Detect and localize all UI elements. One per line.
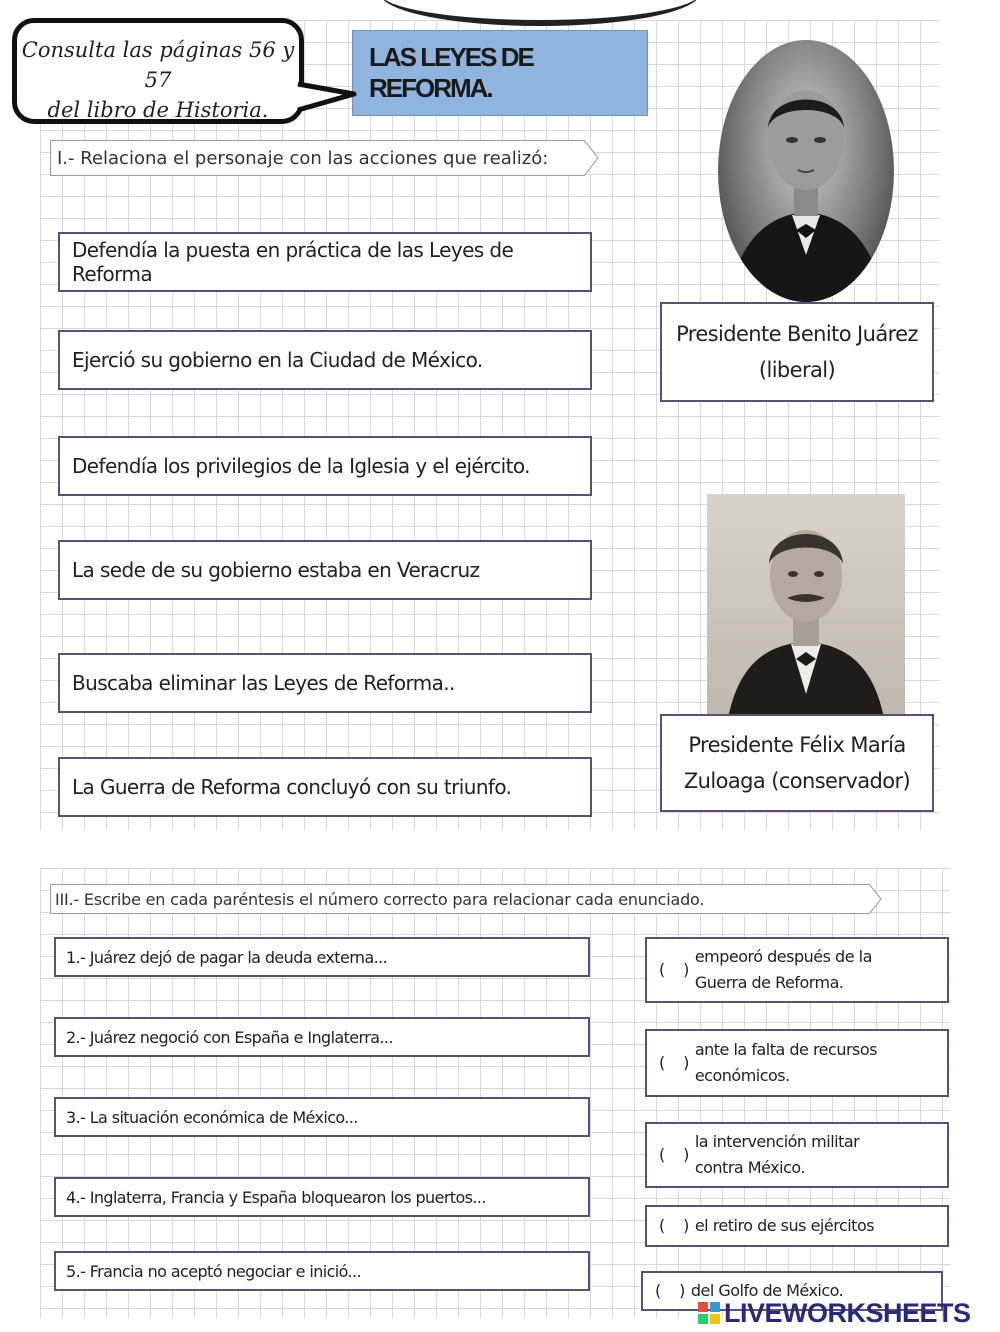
brand-logo: [698, 1296, 971, 1330]
person-juarez-line-1: Presidente Benito Juárez: [676, 322, 918, 346]
answer-box-3[interactable]: [645, 1122, 949, 1188]
answer-text-3-line-1: la intervención militar: [694, 1132, 860, 1151]
action-box-4[interactable]: [58, 540, 592, 600]
person-zuloaga-line-2: Zuloaga (conservador): [683, 769, 911, 793]
statement-text-5: 5.- Francia no aceptó negociar e inició...: [66, 1261, 361, 1281]
speech-bubble-tail: [296, 78, 358, 114]
answer-paren-1[interactable]: ( ): [659, 960, 689, 979]
action-text-1: Defendía la puesta en práctica de las Leyes de Reforma: [72, 238, 514, 286]
statement-box-5[interactable]: [54, 1251, 590, 1291]
brand-icon: [698, 1302, 720, 1324]
statement-text-3: 3.- La situación económica de México...: [66, 1107, 358, 1127]
answer-text-1-line-1: empeoró después de la: [694, 947, 872, 966]
answer-paren-3[interactable]: ( ): [659, 1145, 689, 1164]
answer-text-1-line-2: Guerra de Reforma.: [694, 973, 844, 992]
section1-instruction-bar: [50, 140, 585, 176]
answer-text-5: del Golfo de México.: [690, 1281, 844, 1300]
person-card-zuloaga[interactable]: [660, 714, 934, 812]
answer-box-4[interactable]: [645, 1205, 949, 1247]
brand-name: LIVEWORKSHEETS: [724, 1297, 971, 1328]
action-text-5: Buscaba eliminar las Leyes de Reforma..: [72, 671, 455, 695]
answer-text-2-line-1: ante la falta de recursos: [694, 1040, 877, 1059]
title-banner: [352, 30, 648, 116]
answer-paren-5[interactable]: ( ): [655, 1281, 685, 1300]
note-line-2: del libro de Historia.: [47, 98, 269, 122]
section1-instruction: I.- Relaciona el personaje con las acciones que realizó:: [57, 147, 549, 169]
section3-instruction: III.- Escribe en cada paréntesis el número correcto para relacionar cada enunciado.: [55, 889, 705, 909]
portrait-felix-zuloaga: [707, 494, 905, 724]
answer-box-2[interactable]: [645, 1029, 949, 1097]
action-text-4: La sede de su gobierno estaba en Veracruz: [72, 558, 480, 582]
action-box-2[interactable]: [58, 330, 592, 390]
answer-box-1[interactable]: [645, 937, 949, 1003]
action-text-6: La Guerra de Reforma concluyó con su triunfo.: [72, 775, 512, 799]
statement-text-1: 1.- Juárez dejó de pagar la deuda externa...: [66, 947, 388, 967]
person-card-juarez[interactable]: [660, 302, 934, 402]
action-text-2: Ejerció su gobierno en la Ciudad de México.: [72, 348, 483, 372]
action-box-3[interactable]: [58, 436, 592, 496]
answer-text-3-line-2: contra México.: [694, 1158, 805, 1177]
statement-box-1[interactable]: [54, 937, 590, 977]
note-line-1: Consulta las páginas 56 y 57: [21, 38, 295, 92]
statement-box-4[interactable]: [54, 1177, 590, 1217]
section1-arrow-tip: [584, 140, 600, 176]
statement-box-2[interactable]: [54, 1017, 590, 1057]
statement-text-4: 4.- Inglaterra, Francia y España bloquearon los puertos...: [66, 1187, 486, 1207]
answer-paren-2[interactable]: ( ): [659, 1053, 689, 1072]
section3-arrow-tip: [869, 884, 883, 914]
portrait-benito-juarez: [718, 40, 894, 302]
answer-text-4: el retiro de sus ejércitos: [694, 1216, 875, 1235]
statement-text-2: 2.- Juárez negoció con España e Inglaterra...: [66, 1027, 393, 1047]
action-box-1[interactable]: [58, 232, 592, 292]
answer-paren-4[interactable]: ( ): [659, 1216, 689, 1235]
answer-text-2-line-2: económicos.: [694, 1066, 790, 1085]
page-title: LAS LEYES DE REFORMA.: [369, 42, 533, 103]
person-juarez-line-2: (liberal): [758, 358, 836, 382]
speech-bubble: [12, 18, 304, 124]
action-text-3: Defendía los privilegios de la Iglesia y el ejército.: [72, 454, 530, 478]
action-box-5[interactable]: [58, 653, 592, 713]
action-box-6[interactable]: [58, 757, 592, 817]
section3-instruction-bar: [50, 884, 870, 914]
person-zuloaga-line-1: Presidente Félix María: [688, 733, 906, 757]
statement-box-3[interactable]: [54, 1097, 590, 1137]
